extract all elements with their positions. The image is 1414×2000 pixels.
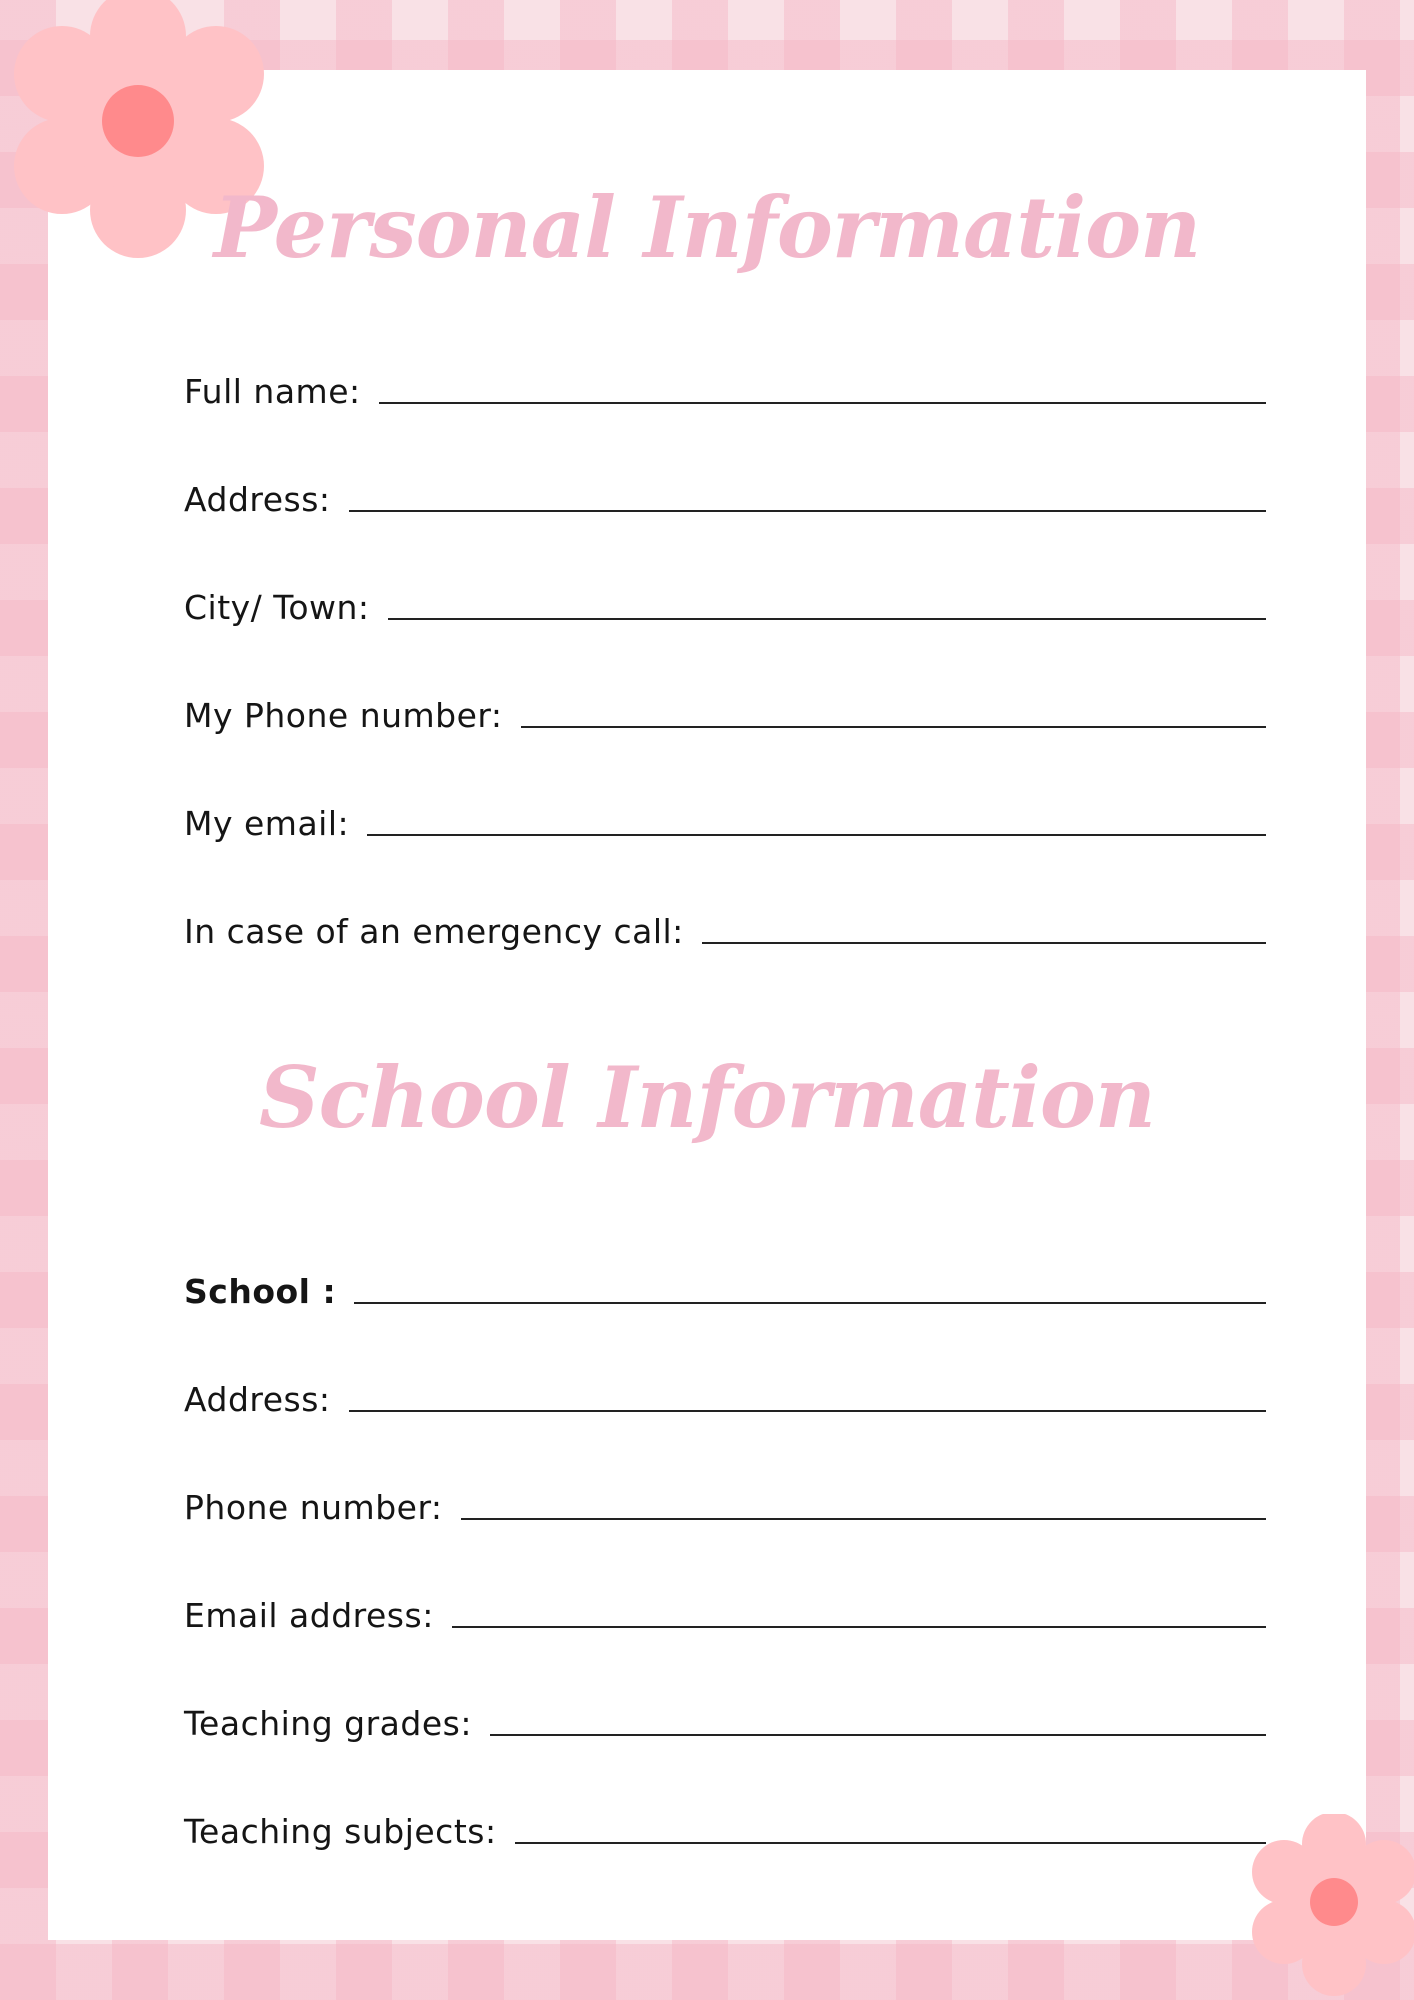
field-label: Teaching grades: <box>184 1704 472 1743</box>
field-label: My email: <box>184 804 350 843</box>
school-information-heading: School Information <box>259 1048 1155 1147</box>
phone-number-field[interactable] <box>184 676 1266 736</box>
field-label: My Phone number: <box>184 696 503 735</box>
teaching-grades-field[interactable] <box>184 1684 1266 1744</box>
emergency-call-field[interactable] <box>184 892 1266 952</box>
field-label: School : <box>184 1272 337 1311</box>
blank-line[interactable] <box>349 510 1266 512</box>
personal-information-heading: Personal Information <box>213 178 1201 277</box>
blank-line[interactable] <box>490 1734 1266 1736</box>
blank-line[interactable] <box>349 1410 1266 1412</box>
school-field[interactable] <box>184 1252 1266 1312</box>
city-town-field[interactable] <box>184 568 1266 628</box>
field-label: Phone number: <box>184 1488 443 1527</box>
school-email-field[interactable] <box>184 1576 1266 1636</box>
flower-icon <box>1246 1814 1414 2000</box>
blank-line[interactable] <box>388 618 1266 620</box>
field-label: Full name: <box>184 372 361 411</box>
blank-line[interactable] <box>521 726 1266 728</box>
address-field[interactable] <box>184 460 1266 520</box>
teaching-subjects-field[interactable] <box>184 1792 1266 1852</box>
blank-line[interactable] <box>354 1302 1266 1304</box>
full-name-field[interactable] <box>184 352 1266 412</box>
school-address-field[interactable] <box>184 1360 1266 1420</box>
email-field[interactable] <box>184 784 1266 844</box>
blank-line[interactable] <box>367 834 1266 836</box>
field-label: Address: <box>184 1380 331 1419</box>
field-label: Teaching subjects: <box>184 1812 497 1851</box>
field-label: Address: <box>184 480 331 519</box>
blank-line[interactable] <box>452 1626 1266 1628</box>
blank-line[interactable] <box>515 1842 1266 1844</box>
blank-line[interactable] <box>461 1518 1266 1520</box>
blank-line[interactable] <box>702 942 1266 944</box>
school-phone-field[interactable] <box>184 1468 1266 1528</box>
field-label: Email address: <box>184 1596 434 1635</box>
blank-line[interactable] <box>379 402 1266 404</box>
form-sheet <box>48 70 1366 1940</box>
field-label: City/ Town: <box>184 588 370 627</box>
field-label: In case of an emergency call: <box>184 912 684 951</box>
